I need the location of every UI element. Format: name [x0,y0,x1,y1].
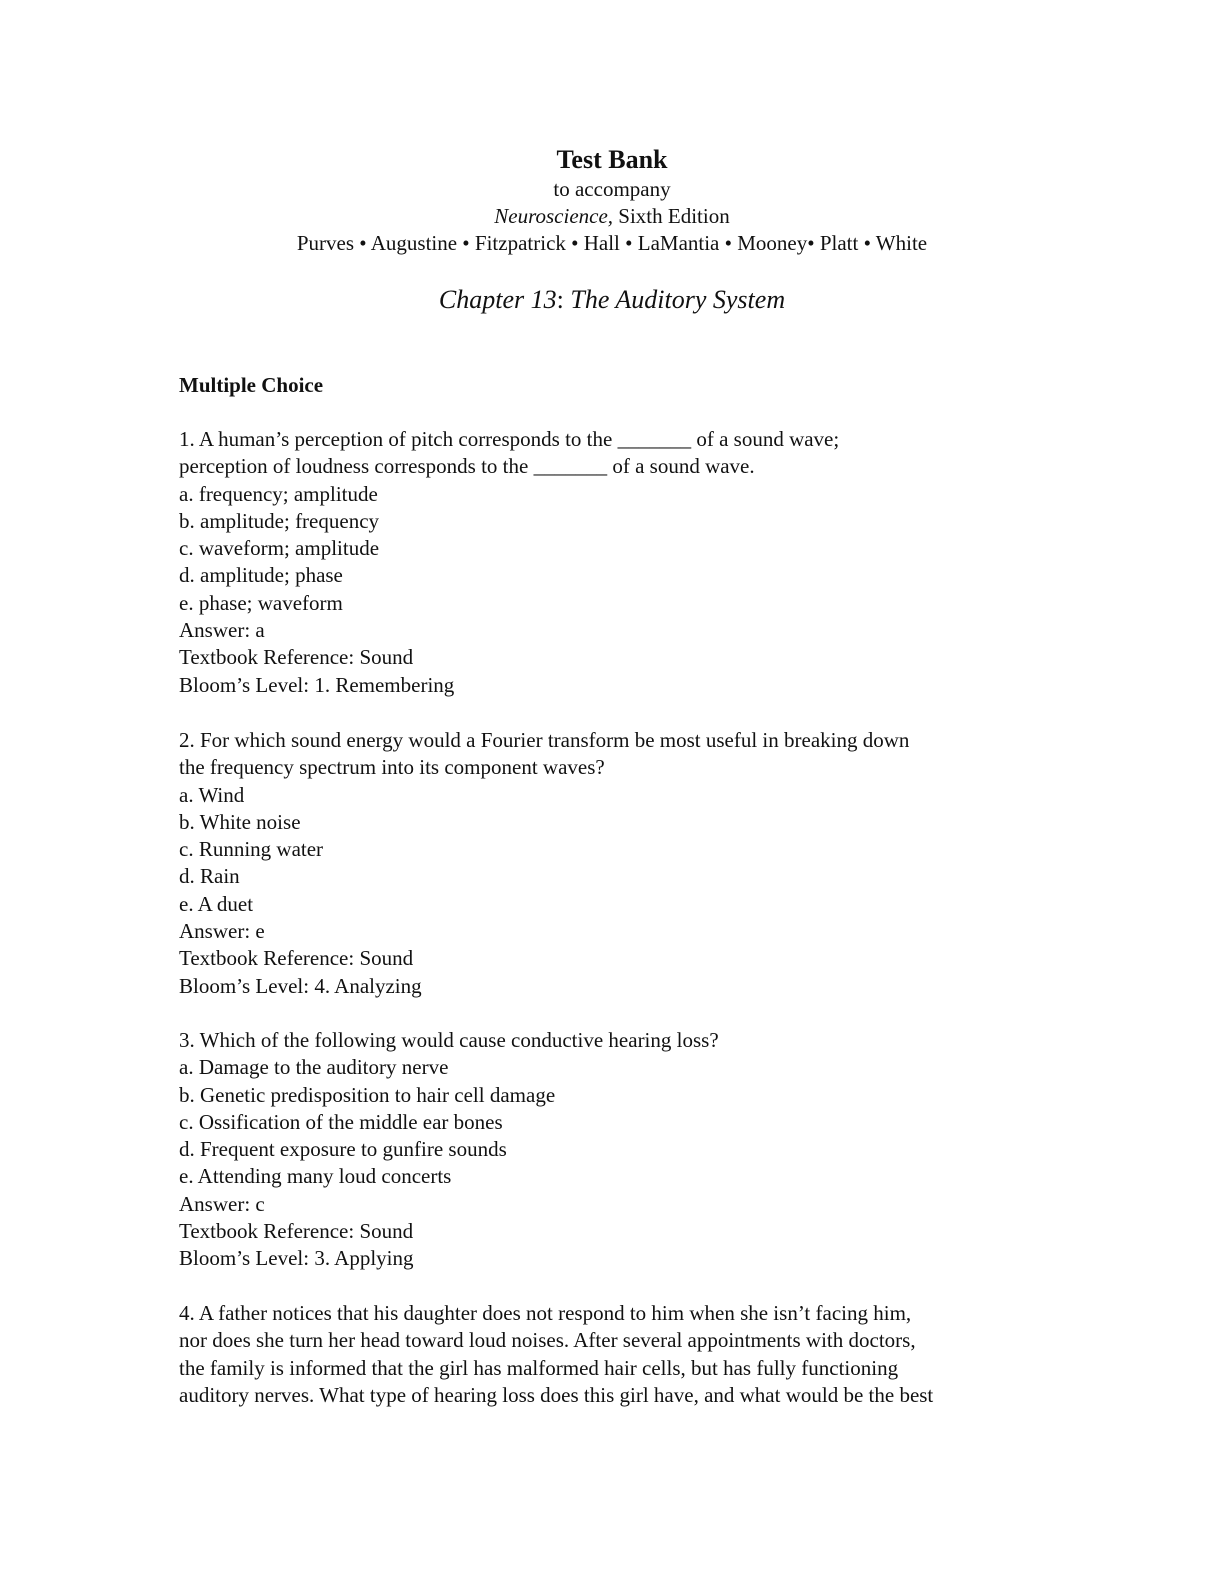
answer-option: b. amplitude; frequency [179,508,380,533]
textbook-reference: Textbook Reference: Sound [179,645,414,670]
book-title: Neuroscience, [494,204,614,228]
answer-option: e. Attending many loud concerts [179,1164,452,1189]
answer-option: b. Genetic predisposition to hair cell damage [179,1082,556,1107]
answer-option: d. amplitude; phase [179,563,343,588]
question-stem-line: 3. Which of the following would cause conductive hearing loss? [179,1028,719,1052]
question-block-2 [179,727,1059,1000]
question-block-1 [179,426,1059,699]
question-stem-line: the family is informed that the girl has malformed hair cells, but has fully functioning [179,1355,899,1380]
question-stem-line: 2. For which sound energy would a Fourier transform be most useful in breaking down [179,728,910,752]
book-edition-line [0,203,1224,230]
chapter-separator: : [556,285,564,314]
answer-option: c. Ossification of the middle ear bones [179,1109,503,1134]
question-block-3 [179,1027,1059,1273]
question-block-4 [179,1300,1059,1409]
answer-key: Answer: c [179,1191,265,1216]
document-title: Test Bank [556,145,668,174]
question-stem-line: 4. A father notices that his daughter does not respond to him when she isn’t facing him, [179,1301,912,1325]
textbook-reference: Textbook Reference: Sound [179,1219,414,1244]
answer-key: Answer: e [179,919,265,944]
chapter-name: The Auditory System [563,285,786,314]
section-heading: Multiple Choice [179,373,324,397]
answer-option: a. frequency; amplitude [179,481,378,506]
answer-option: a. Damage to the auditory nerve [179,1055,449,1080]
answer-option: e. A duet [179,891,254,916]
question-stem-line: the frequency spectrum into its component waves? [179,755,605,780]
answer-option: e. phase; waveform [179,590,343,615]
blooms-level: Bloom’s Level: 4. Analyzing [179,973,422,998]
answer-option: d. Rain [179,864,240,889]
question-stem-line: 1. A human’s perception of pitch corresponds to the _______ of a sound wave; [179,427,840,451]
answer-option: c. Running water [179,837,324,862]
textbook-reference: Textbook Reference: Sound [179,946,414,971]
chapter-heading [0,284,1224,316]
blooms-level: Bloom’s Level: 1. Remembering [179,672,455,697]
authors-line: Purves • Augustine • Fitzpatrick • Hall • LaMantia • Mooney• Platt • White [296,231,928,255]
question-stem-line: nor does she turn her head toward loud noises. After several appointments with doctors, [179,1328,916,1353]
answer-option: c. waveform; amplitude [179,536,380,561]
blooms-level: Bloom’s Level: 3. Applying [179,1246,414,1271]
answer-option: b. White noise [179,809,301,834]
answer-key: Answer: a [179,618,265,643]
edition-text: Sixth Edition [613,204,730,228]
chapter-label: Chapter 13 [438,285,557,314]
question-stem-line: perception of loudness corresponds to the _______ of a sound wave. [179,454,755,479]
question-stem-line: auditory nerves. What type of hearing loss does this girl have, and what would be the best [179,1382,934,1407]
answer-option: d. Frequent exposure to gunfire sounds [179,1137,507,1162]
subtitle-line: to accompany [553,177,671,201]
answer-option: a. Wind [179,782,245,807]
